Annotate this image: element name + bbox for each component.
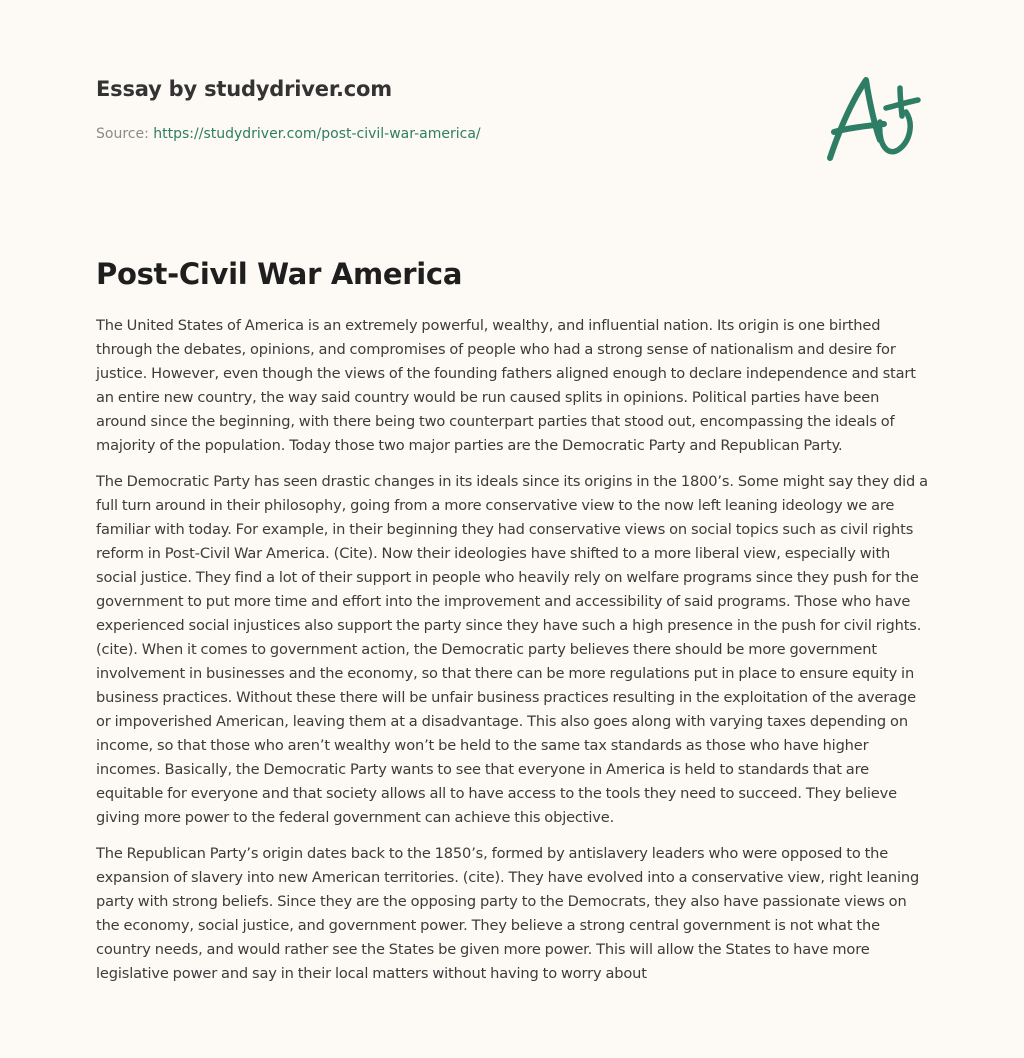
source-line: [96, 124, 481, 144]
page-header: [96, 74, 936, 142]
paragraph: The Democratic Party has seen drastic changes in its ideals since its origins in the 1800’s. Some might say they did a full turn around in their philosophy, going from a more conservative view to the now left leaning ideology we are familiar with today. For example, in their beginning they had conservative views on social topics such as civil rights reform in Post-Civil War America. (Cite). Now their ideologies have shifted to a more liberal view, especially with social justice. They find a lot of their support in people who heavily rely on welfare programs since they push for the government to put more time and effort into the improvement and accessibility of said programs. Those who have experienced social injustices also support the party since they have such a high presence in the push for civil rights. (cite). When it comes to government action, the Democratic party believes there should be more government involvement in businesses and the economy, so that there can be more regulations put in place to ensure equity in business practices. Without these there will be unfair business practices resulting in the exploitation of the average or impoverished American, leaving them at a disadvantage. This also goes along with varying taxes depending on income, so that those who aren’t wealthy won’t be held to the same tax standards as those who have higher incomes. Basically, the Democratic Party wants to see that everyone in America is held to standards that are equitable for everyone and that society allows all to have access to the tools they need to succeed. They believe giving more power to the federal government can achieve this objective.: [96, 473, 928, 826]
source-link[interactable]: https://studydriver.com/post-civil-war-america/: [153, 126, 481, 142]
site-title: Essay by studydriver.com: [96, 77, 392, 101]
source-label: Source:: [96, 126, 154, 142]
page-title: Post-Civil War America: [96, 257, 463, 291]
article-body: [96, 314, 932, 998]
paragraph: The United States of America is an extremely powerful, wealthy, and influential nation. Its origin is one birthed through the debates, opinions, and compromises of people who had a strong sense of nationalism and desire for justice. However, even though the views of the founding fathers aligned enough to declare independence and start an entire new country, the way said country would be run caused splits in opinions. Political parties have been around since the beginning, with there being two counterpart parties that stood out, encompassing the ideals of majority of the population. Today those two major parties are the Democratic Party and Republican Party.: [96, 317, 916, 454]
a-plus-grade-icon: [822, 66, 928, 166]
paragraph: The Republican Party’s origin dates back to the 1850’s, formed by antislavery leaders who were opposed to the expansion of slavery into new American territories. (cite). They have evolved into a conservative view, right leaning party with strong beliefs. Since they are the opposing party to the Democrats, they also have passionate views on the economy, social justice, and government power. They believe a strong central government is not what the country needs, and would rather see the States be given more power. This will allow the States to have more legislative power and say in their local matters without having to worry about: [96, 845, 920, 982]
